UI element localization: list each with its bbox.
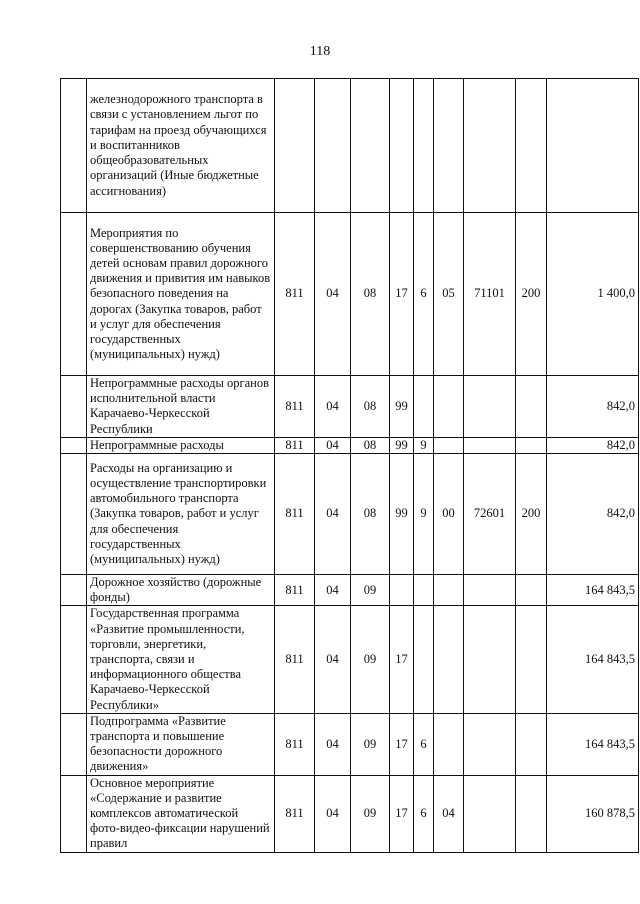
row-number-cell (61, 575, 87, 606)
code-cell-c7: 71101 (464, 213, 516, 376)
table-row (61, 713, 639, 775)
code-cell-c5: 6 (414, 775, 434, 852)
code-cell-c6: 04 (434, 775, 464, 852)
code-cell-c1: 811 (275, 713, 315, 775)
row-name-cell: железнодорожного транспорта в связи с установлением льгот по тарифам на проезд обучающихся и воспитанников общеобразовательных организаций (Иные бюджетные ассигнования) (87, 79, 275, 213)
code-cell-c5 (414, 606, 434, 713)
code-cell-c5: 9 (414, 437, 434, 453)
code-cell-c8 (516, 575, 547, 606)
row-name-cell: Подпрограмма «Развитие транспорта и повышение безопасности дорожного движения» (87, 713, 275, 775)
code-cell-c1: 811 (275, 606, 315, 713)
code-cell-c6 (434, 575, 464, 606)
row-number-cell (61, 376, 87, 438)
code-cell-c5 (414, 376, 434, 438)
code-cell-c4: 99 (390, 437, 414, 453)
code-cell-c8: 200 (516, 213, 547, 376)
code-cell-c4: 99 (390, 376, 414, 438)
row-name-cell: Непрограммные расходы органов исполнительной власти Карачаево-Черкесской Республики (87, 376, 275, 438)
row-name-cell: Дорожное хозяйство (дорожные фонды) (87, 575, 275, 606)
code-cell-c6 (434, 606, 464, 713)
code-cell-c2: 04 (315, 575, 351, 606)
table-row (61, 454, 639, 575)
row-name-cell: Непрограммные расходы (87, 437, 275, 453)
row-number-cell (61, 454, 87, 575)
amount-cell: 164 843,5 (547, 606, 639, 713)
code-cell-c1: 811 (275, 376, 315, 438)
code-cell-c3: 09 (351, 713, 390, 775)
table-row (61, 376, 639, 438)
code-cell-c6 (434, 437, 464, 453)
code-cell-c1 (275, 79, 315, 213)
code-cell-c4: 17 (390, 713, 414, 775)
code-cell-c6 (434, 713, 464, 775)
code-cell-c7 (464, 79, 516, 213)
amount-cell: 164 843,5 (547, 713, 639, 775)
code-cell-c5: 9 (414, 454, 434, 575)
code-cell-c4 (390, 79, 414, 213)
table-row (61, 79, 639, 213)
code-cell-c3 (351, 79, 390, 213)
code-cell-c6: 00 (434, 454, 464, 575)
code-cell-c1: 811 (275, 575, 315, 606)
code-cell-c7 (464, 575, 516, 606)
code-cell-c3: 08 (351, 437, 390, 453)
code-cell-c7 (464, 376, 516, 438)
code-cell-c4: 99 (390, 454, 414, 575)
row-number-cell (61, 775, 87, 852)
row-name-cell: Основное мероприятие «Содержание и развитие комплексов автоматической фото-видео-фиксации нарушений правил (87, 775, 275, 852)
code-cell-c2: 04 (315, 454, 351, 575)
code-cell-c7 (464, 606, 516, 713)
code-cell-c4: 17 (390, 213, 414, 376)
code-cell-c6 (434, 376, 464, 438)
code-cell-c6 (434, 79, 464, 213)
code-cell-c2: 04 (315, 775, 351, 852)
code-cell-c1: 811 (275, 454, 315, 575)
code-cell-c2: 04 (315, 437, 351, 453)
code-cell-c4 (390, 575, 414, 606)
code-cell-c8 (516, 775, 547, 852)
code-cell-c8 (516, 376, 547, 438)
code-cell-c5 (414, 575, 434, 606)
amount-cell: 842,0 (547, 437, 639, 453)
code-cell-c5: 6 (414, 213, 434, 376)
row-number-cell (61, 437, 87, 453)
row-number-cell (61, 79, 87, 213)
table-row (61, 775, 639, 852)
row-name-cell: Мероприятия по совершенствованию обучения детей основам правил дорожного движения и привития им навыков безопасного поведения на дорогах (Закупка товаров, работ и услуг для обеспечения государственных (муниципальных) нужд) (87, 213, 275, 376)
code-cell-c8 (516, 437, 547, 453)
row-number-cell (61, 606, 87, 713)
code-cell-c7 (464, 775, 516, 852)
code-cell-c3: 09 (351, 606, 390, 713)
amount-cell: 160 878,5 (547, 775, 639, 852)
code-cell-c8: 200 (516, 454, 547, 575)
code-cell-c3: 08 (351, 213, 390, 376)
code-cell-c7 (464, 713, 516, 775)
code-cell-c7: 72601 (464, 454, 516, 575)
row-name-cell: Государственная программа «Развитие промышленности, торговли, энергетики, транспорта, связи и информационного общества Карачаево-Черкесской Республики» (87, 606, 275, 713)
code-cell-c2: 04 (315, 213, 351, 376)
code-cell-c2: 04 (315, 606, 351, 713)
code-cell-c5 (414, 79, 434, 213)
code-cell-c1: 811 (275, 775, 315, 852)
code-cell-c8 (516, 713, 547, 775)
amount-cell: 842,0 (547, 376, 639, 438)
code-cell-c1: 811 (275, 213, 315, 376)
page-number: 118 (309, 44, 331, 59)
code-cell-c8 (516, 606, 547, 713)
row-number-cell (61, 213, 87, 376)
code-cell-c3: 08 (351, 454, 390, 575)
row-number-cell (61, 713, 87, 775)
amount-cell: 842,0 (547, 454, 639, 575)
budget-table (60, 78, 639, 853)
code-cell-c3: 09 (351, 775, 390, 852)
row-name-cell: Расходы на организацию и осуществление транспортировки автомобильного транспорта (Закупка товаров, работ и услуг для обеспечения государственных (муниципальных) нужд) (87, 454, 275, 575)
code-cell-c4: 17 (390, 606, 414, 713)
code-cell-c2 (315, 79, 351, 213)
amount-cell: 1 400,0 (547, 213, 639, 376)
amount-cell: 164 843,5 (547, 575, 639, 606)
table-row (61, 606, 639, 713)
code-cell-c6: 05 (434, 213, 464, 376)
table-row (61, 437, 639, 453)
code-cell-c2: 04 (315, 713, 351, 775)
code-cell-c4: 17 (390, 775, 414, 852)
table-row (61, 575, 639, 606)
code-cell-c5: 6 (414, 713, 434, 775)
amount-cell (547, 79, 639, 213)
table-row (61, 213, 639, 376)
code-cell-c2: 04 (315, 376, 351, 438)
code-cell-c8 (516, 79, 547, 213)
code-cell-c1: 811 (275, 437, 315, 453)
code-cell-c3: 08 (351, 376, 390, 438)
code-cell-c7 (464, 437, 516, 453)
code-cell-c3: 09 (351, 575, 390, 606)
